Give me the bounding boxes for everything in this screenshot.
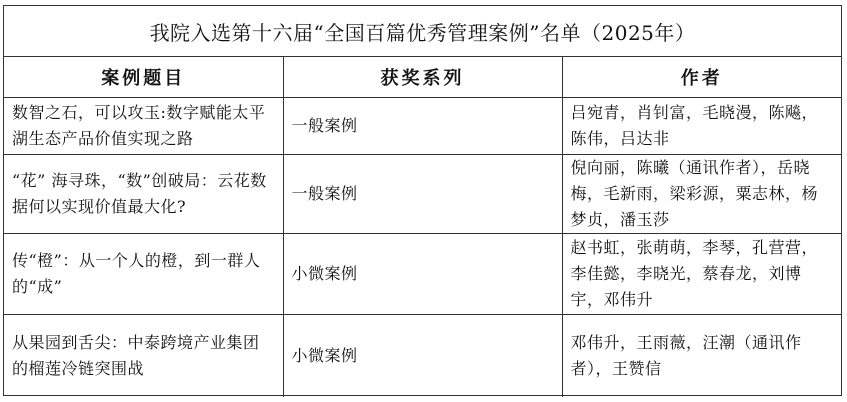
case-title-cell: 从果园到舌尖：中泰跨境产业集团的榴莲冷链突围战: [4, 315, 283, 398]
case-title-cell: “花” 海寻珠，“数”创破局：云花数据何以实现价值最大化?: [4, 155, 283, 234]
authors-cell: 倪向丽，陈曦（通讯作者），岳晓梅，毛新雨，梁彩源，粟志林，杨梦贞，潘玉莎: [562, 155, 841, 234]
award-series-cell: 一般案例: [283, 98, 562, 155]
table-row: [4, 155, 841, 234]
header-award-series: 获奖系列: [283, 57, 562, 98]
table-title: 我院入选第十六届“全国百篇优秀管理案例”名单（2025年）: [4, 6, 841, 57]
award-series-cell: 一般案例: [283, 155, 562, 234]
table-row: [4, 315, 841, 398]
header-case-title: 案例题目: [4, 57, 283, 98]
table-title-row: [4, 6, 841, 57]
award-series-cell: 小微案例: [283, 234, 562, 315]
authors-cell: 邓伟升，王雨薇，汪潮（通讯作者），王赞信: [562, 315, 841, 398]
authors-cell: 赵书虹，张萌萌，李琴，孔营营，李佳懿，李晓光，蔡春龙，刘博宇，邓伟升: [562, 234, 841, 315]
authors-cell: 吕宛青，肖钊富，毛晓漫，陈飚，陈伟，吕达非: [562, 98, 841, 155]
header-authors: 作者: [562, 57, 841, 98]
award-series-cell: 小微案例: [283, 315, 562, 398]
table-row: [4, 98, 841, 155]
award-list-table-frame: [3, 5, 842, 396]
case-title-cell: 数智之石，可以攻玉:数字赋能太平湖生态产品价值实现之路: [4, 98, 283, 155]
award-list-table: [4, 6, 841, 397]
table-row: [4, 234, 841, 315]
table-header-row: [4, 57, 841, 98]
case-title-cell: 传“橙”：从一个人的橙，到一群人的“成”: [4, 234, 283, 315]
